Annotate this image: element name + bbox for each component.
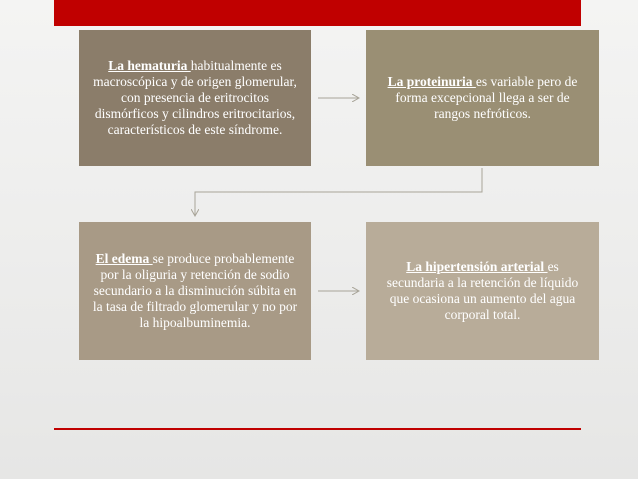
box-hipertension [366,222,599,360]
box-edema-body: se produce probablemente por la oliguria y retención de sodio secundario a la disminución súbita en la tasa de filtrado glomerular y no por la hipoalbuminemia. [92,251,298,330]
box-hipertension-body: es secundaria a la retención de líquido que ocasiona un aumento del agua corporal total. [386,259,579,322]
box-hematuria-body: habitualmente es macroscópica y de origen glomerular, con presencia de eritrocitos dismórficos y cilindros eritrocitarios, característicos de este síndrome. [93,58,297,137]
box-hematuria-lead: La hematuria [108,58,191,73]
box-proteinuria-lead: La proteinuria [387,74,476,89]
bottom-accent-line [54,428,581,430]
box-hematuria [79,30,311,166]
box-proteinuria [366,30,599,166]
box-edema-lead: El edema [95,251,153,266]
arrow-box2-to-box3 [195,168,482,215]
box-proteinuria-text [376,74,589,122]
box-hipertension-lead: La hipertensión arterial [406,259,548,274]
box-proteinuria-body: es variable pero de forma excepcional llega a ser de rangos nefróticos. [395,74,578,121]
box-edema [79,222,311,360]
box-hipertension-text [376,259,589,323]
box-hematuria-text [89,58,301,138]
box-edema-text [89,251,301,331]
